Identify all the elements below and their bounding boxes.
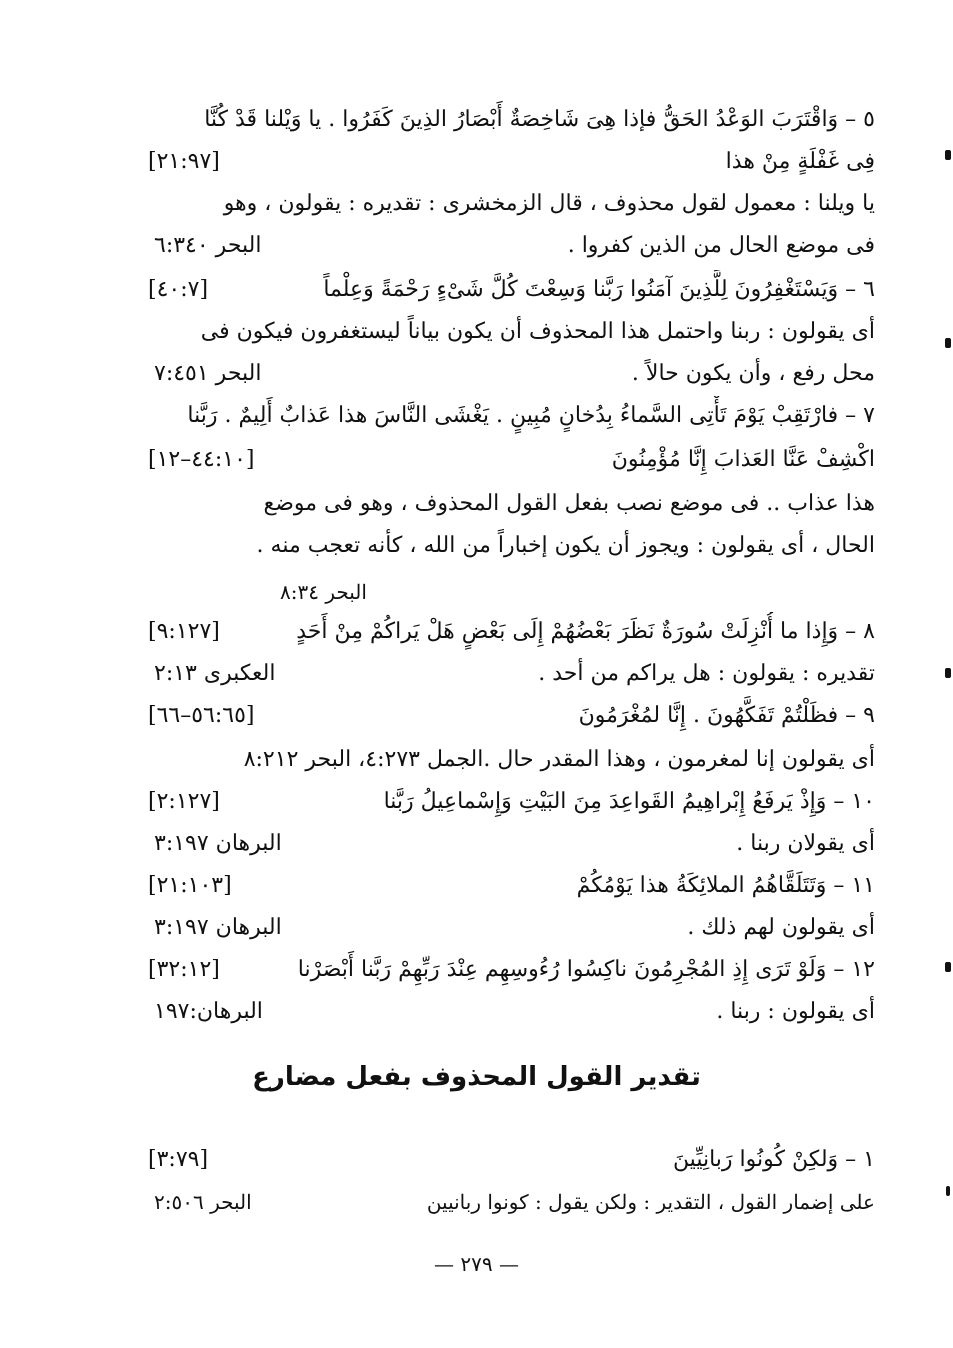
line-text: ١ – وَلكِنْ كُونُوا رَبانِيِّينَ (672, 1147, 875, 1172)
line-text: ٦ – وَيَسْتَغْفِرُونَ لِلَّذِينَ آمَنُوا رَبَّنا وَسِعْتَ كُلَّ شَىْءٍ رَحْمَةً وَعِلْماً (323, 277, 875, 302)
source-citation: البرهان ٣:١٩٧ (154, 831, 282, 856)
source-citation: البحر ٧:٤٥١ (154, 361, 262, 386)
scan-mark (946, 1186, 950, 1196)
line-text: أى يقولون : ربنا . (716, 999, 875, 1024)
text-line (140, 270, 875, 310)
text-line (140, 184, 875, 224)
text-line (140, 908, 875, 948)
scan-mark (945, 668, 951, 678)
text-line (140, 654, 875, 694)
line-text: أى يقولان ربنا . (736, 831, 875, 856)
verse-reference: [٤٠:٧] (148, 277, 209, 302)
source-citation: البحر ٢:٥٠٦ (154, 1190, 252, 1214)
line-text: فِى غَفْلَةٍ مِنْ هذا (725, 149, 875, 174)
source-citation: البرهان ٣:١٩٧ (154, 915, 282, 940)
text-line (140, 950, 875, 990)
text-line (140, 396, 875, 436)
line-text: اكْشِفْ عَنَّا العَذابَ إِنَّا مُؤْمِنُونَ (611, 447, 875, 472)
line-text: ٩ – فظَلْتُمْ تَفَكَّهُونَ . إِنَّا لمُغْرَمُونَ (578, 703, 875, 728)
text-line (140, 226, 875, 266)
verse-reference: [٣:٧٩] (148, 1147, 209, 1172)
text-line (140, 484, 875, 524)
page-number: — ٢٧٩ — (434, 1252, 519, 1276)
verse-reference: [٢:١٢٧] (148, 789, 220, 814)
source-citation: البرهان:١٩٧ (154, 999, 263, 1024)
scan-mark (945, 150, 951, 160)
text-line (140, 866, 875, 906)
text-line (140, 612, 875, 652)
section-heading: تقدير القول المحذوف بفعل مضارع (252, 1062, 701, 1092)
line-text: أى يقولون لهم ذلك . (687, 915, 875, 940)
text-line (140, 526, 875, 566)
text-line (140, 568, 875, 608)
line-text: هذا عذاب .. فى موضع نصب بفعل القول المحذوف ، وهو فى موضع (263, 491, 875, 516)
text-line (140, 142, 875, 182)
line-text: أى يقولون : ربنا واحتمل هذا المحذوف أن يكون بياناً ليستغفرون فيكون فى (200, 319, 875, 344)
line-text: فى موضع الحال من الذين كفروا . (567, 233, 875, 258)
line-text: محل رفع ، وأن يكون حالاً . (631, 361, 875, 386)
line-text: ٧ – فارْتَقِبْ يَوْمَ تَأْتِى السَّماءُ بِدُخانٍ مُبِينٍ . يَغْشَى النَّاسَ هذا عَذابٌ أَلِيمٌ . رَبَّنا (187, 403, 875, 428)
line-text: يا ويلنا : معمول لقول محذوف ، قال الزمخشرى : تقديره : يقولون ، وهو (223, 191, 875, 216)
verse-reference: [٢١:١٠٣] (148, 873, 232, 898)
line-text: تقديره : يقولون : هل يراكم من أحد . (538, 661, 875, 686)
source-citation: العكبرى ٢:١٣ (154, 661, 276, 686)
line-text: ٥ – وَاقْتَرَبَ الوَعْدُ الحَقُّ فإذا هِىَ شَاخِصَةٌ أَبْصَارُ الذِينَ كَفَرُوا . يا وَيْلنا قَدْ كُنَّا (204, 107, 875, 132)
line-text: ١٠ – وَإِذْ يَرفَعُ إِبْراهِيمُ القَواعِدَ مِنَ البَيْتِ وَإِسْماعِيلُ رَبَّنا (383, 789, 875, 814)
scan-mark (945, 338, 951, 348)
line-text: أى يقولون إنا لمغرمون ، وهذا المقدر حال .الجمل ٤:٢٧٣، البحر ٨:٢١٢ (243, 747, 875, 772)
text-line (140, 1140, 875, 1180)
line-text: ١٢ – وَلَوْ تَرَى إِذِ المُجْرِمُونَ ناكِسُوا رُءُوسِهِم عِنْدَ رَبِّهِمْ رَبَّنا أَبْصَرْنا (297, 957, 875, 982)
line-text: ٨ – وَإِذا ما أُنْزِلَتْ سُورَةٌ نَظَرَ بَعْضُهُمْ إِلَى بَعْضٍ هَلْ يَراكُمْ مِنْ أَحَدٍ (296, 619, 875, 644)
line-text: على إضمار القول ، التقدير : ولكن يقول : كونوا ربانيين (426, 1190, 875, 1214)
source-citation: البحر ٦:٣٤٠ (154, 233, 262, 258)
text-line (140, 992, 875, 1032)
verse-reference: [٢١:٩٧] (148, 149, 220, 174)
line-text: الحال ، أى يقولون : ويجوز أن يكون إخباراً من الله ، كأنه تعجب منه . (256, 533, 875, 558)
text-line (140, 312, 875, 352)
source-citation: البحر ٨:٣٤ (280, 580, 367, 604)
line-text: ١١ – وَتَتَلَقَّاهُمُ الملائِكَةُ هذا يَوْمُكُمْ (576, 873, 875, 898)
text-line (140, 354, 875, 394)
text-line (140, 100, 875, 140)
verse-reference: [٩:١٢٧] (148, 619, 220, 644)
text-line (140, 740, 875, 780)
text-line (140, 1182, 875, 1222)
scan-mark (945, 962, 951, 972)
text-line (140, 782, 875, 822)
text-line (140, 696, 875, 736)
verse-reference: [٥٦:٦٥–٦٦] (148, 703, 255, 728)
text-line (140, 824, 875, 864)
text-line (140, 440, 875, 480)
verse-reference: [٤٤:١٠–١٢] (148, 447, 255, 472)
verse-reference: [٣٢:١٢] (148, 957, 220, 982)
